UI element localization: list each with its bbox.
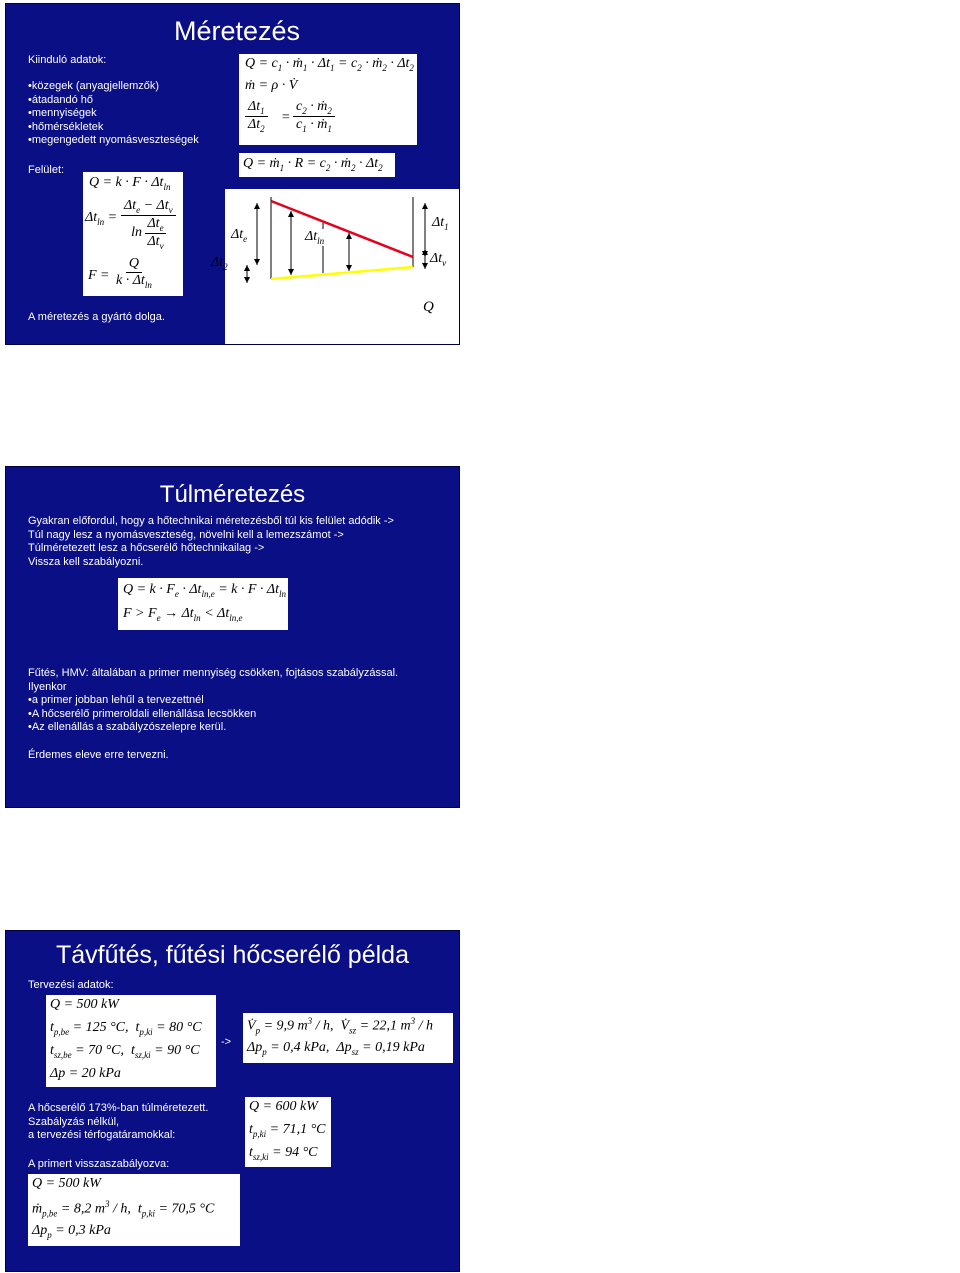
text-line: Fűtés, HMV: általában a primer mennyiség csökken, fojtásos szabályzással.: [28, 667, 399, 679]
given-heading: Kiinduló adatok:: [28, 54, 107, 66]
label-dt-e: $\Delta t_e$: [231, 227, 248, 244]
unregulated-results-box: Q = 600 kW $t_{p,ki} = 71,1$ °C $t_{sz,ki} = 94$ °C: [245, 1097, 331, 1167]
label-dt-ln: $\Delta t_{ln}$: [305, 229, 325, 246]
hot-line: [271, 201, 413, 257]
slide-title: Méretezés: [174, 16, 301, 46]
surface-formula-box: $Q = k \cdot F \cdot \Delta t_{ln}$ $\Delta t_{ln}$ = $\Delta t_e - \Delta t_v$ ln $\Delta t_e$ $\Delta t_v$ F = $\frac{Q}{k \cdot \Delta t_{ln}}$: [83, 172, 183, 296]
list-item: •mennyiségek: [28, 107, 97, 119]
list-item: •megengedett nyomásveszteségek: [28, 134, 199, 146]
conclusion: Érdemes eleve erre tervezni.: [28, 749, 169, 761]
heat-rate-formula: Q = ṁ$_1$ · $R = c_2$ · ṁ$_2$ · $\Delta t_2$: [239, 153, 395, 177]
list-item: •hőmérsékletek: [28, 120, 104, 133]
slide-district-heating-example: [5, 930, 460, 1272]
label-dt-1: $\Delta t_1$: [432, 215, 449, 232]
arrow-text: ->: [221, 1036, 232, 1048]
text-line: Túlméretezett lesz a hőcserélő hőtechnikailag ->: [28, 542, 265, 554]
design-data-box: Q = 500 kW $t_{p,be} = 125$ °C, $t_{p,ki} = 80$ °C $t_{sz,be} = 70$ °C, $t_{sz,ki} = 90$ °C Δp = 20 kPa: [46, 995, 216, 1087]
text-line: a tervezési térfogatáramokkal:: [28, 1129, 176, 1141]
footer-note: A méretezés a gyártó dolga.: [28, 311, 165, 323]
label-q: Q: [423, 299, 434, 315]
design-data-label: Tervezési adatok:: [28, 979, 114, 991]
diagram-svg: [225, 189, 459, 344]
slide-oversizing: [5, 466, 460, 808]
text-line: Vissza kell szabályozni.: [28, 555, 144, 568]
cold-line: [271, 267, 413, 279]
text-line: Szabályzás nélkül,: [28, 1115, 120, 1128]
regulated-results-box: Q = 500 kW ṁ$_{p,be}$ = 8,2 $m^3$ / h, $t_{p,ki} = 70,5$ °C $\Delta p_p = 0,3$ kPa: [28, 1174, 240, 1246]
label-dt-v: $\Delta t_v$: [430, 251, 447, 268]
text-line: •a primer jobban lehűl a tervezettnél: [28, 694, 204, 706]
text-line: •A hőcserélő primeroldali ellenállása lecsökken: [28, 707, 257, 720]
text-line: Gyakran előfordul, hogy a hőtechnikai méretezésből túl kis felület adódik ->: [28, 515, 394, 527]
text-line: •Az ellenállás a szabályzószelepre kerül.: [28, 721, 227, 733]
list-item: •közegek (anyagjellemzők): [28, 80, 160, 92]
slide-sizing: [5, 3, 460, 345]
flow-results-box: $V̇_p = 9,9$ $m^3$ / h, $V̇_{sz} = 22,1$ $m^3$ / h $\Delta p_p = 0,4$ kPa, $\Delta p_{sz} = 0,19$ kPa: [243, 1013, 453, 1063]
surface-label: Felület:: [28, 164, 65, 176]
slide-title: Távfűtés, fűtési hőcserélő példa: [56, 941, 409, 969]
text-line: A hőcserélő 173%-ban túlméretezett.: [28, 1102, 209, 1114]
label-dt-2: $\Delta t_2$: [211, 255, 228, 272]
regulated-label: A primert visszaszabályozva:: [28, 1158, 170, 1170]
oversize-text: [28, 1102, 208, 1143]
given-list: [28, 80, 199, 148]
text-line: Túl nagy lesz a nyomásveszteség, növelni kell a lemezszámot ->: [28, 528, 344, 541]
balance-formula-box: $Q = c_1$ · ṁ$_1$ · $\Delta t_1 = c_2$ · ṁ$_2$ · $\Delta t_2$ ṁ = ρ · V̇ $\frac{\Delta t_1}{\Delta t_2}$ = $\frac{c_2 \cdot ṁ_2}{c_1 \cdot ṁ_1}$: [239, 54, 417, 145]
text-line: Ilyenkor: [28, 680, 67, 693]
oversize-formula-box: $Q = k \cdot F_e \cdot \Delta t_{ln,e} = k \cdot F \cdot \Delta t_{ln}$ $F > F_e \to \Delta t_{ln} < \Delta t_{ln,e}$: [118, 578, 288, 630]
intro-paragraph: [28, 515, 394, 569]
temperature-diagram: [211, 189, 459, 344]
heating-paragraph: [28, 667, 398, 735]
list-item: •átadandó hő: [28, 93, 94, 106]
slide-title: Túlméretezés: [159, 481, 306, 508]
